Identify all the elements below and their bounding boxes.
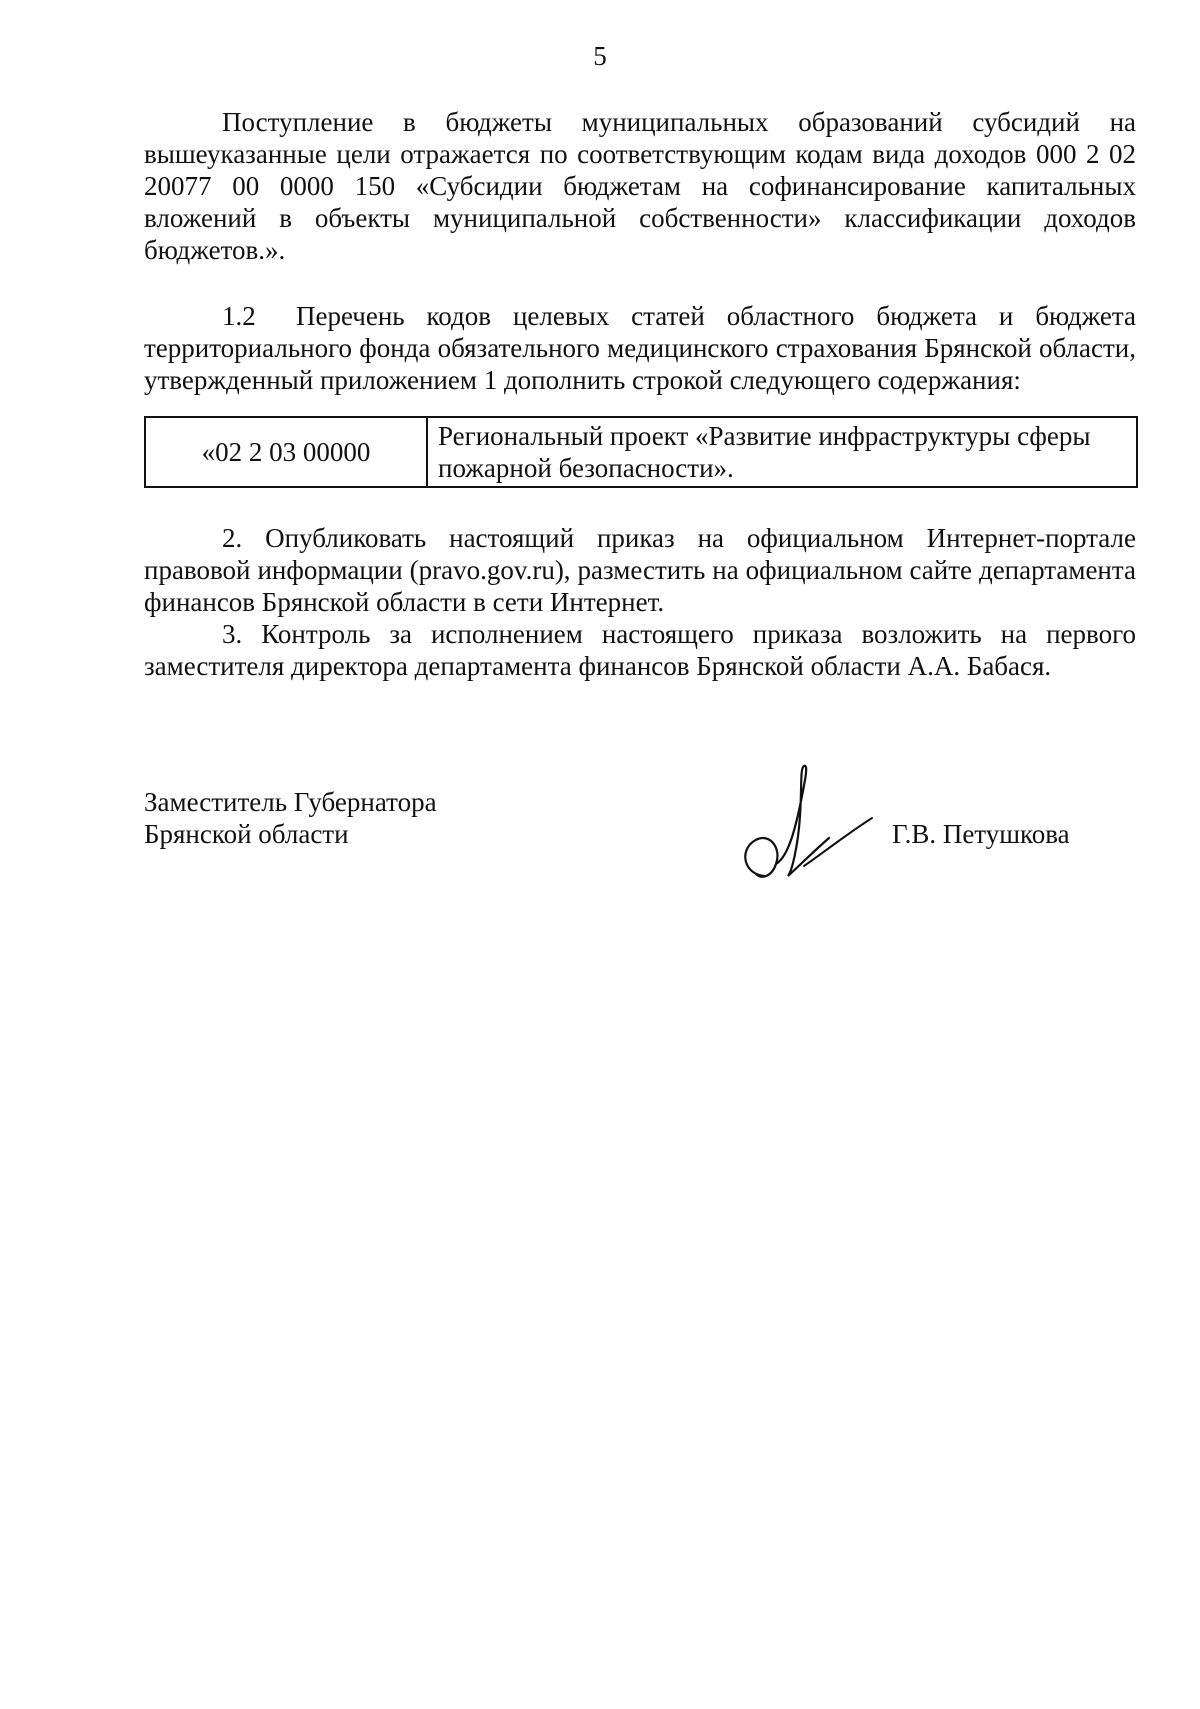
signature-block <box>144 786 1094 906</box>
item-number: 1.2 <box>222 301 256 331</box>
table-row <box>145 417 1137 487</box>
target-codes-table <box>144 416 1138 488</box>
page-number: 5 <box>593 41 607 71</box>
paragraph-target-codes-text: Перечень кодов целевых статей областного бюджета и бюджета территориального фонда обязательного медицинского страхования Брянской области, утвержденный приложением 1 дополнить строкой следующего содержания: <box>144 301 1136 395</box>
signatory-position-line1: Заместитель Губернатора <box>144 787 437 817</box>
signatory-name: Г.В. Петушкова <box>892 819 1070 849</box>
paragraph-publish: 2. Опубликовать настоящий приказ на официальном Интернет-портале правовой информации (pravo.gov.ru), разместить на официальном сайте департамента финансов Брянской области в сети Интернет. <box>144 523 1136 617</box>
signatory-position-line2: Брянской области <box>144 819 349 849</box>
table-cell-code: «02 2 03 00000 <box>145 417 427 487</box>
paragraph-revenue-codes: Поступление в бюджеты муниципальных образований субсидий на вышеуказанные цели отражается по соответствующим кодам вида доходов 000 2 02 20077 00 0000 150 «Субсидии бюджетам на софинансирование капитальных вложений в объекты муниципальной собственности» классификации доходов бюджетов.». <box>144 107 1136 265</box>
table-cell-name: Региональный проект «Развитие инфраструктуры сферы пожарной безопасности». <box>427 417 1137 487</box>
handwritten-signature <box>704 756 884 916</box>
paragraph-control: 3. Контроль за исполнением настоящего приказа возложить на первого заместителя директора департамента финансов Брянской области А.А. Бабася. <box>144 619 1136 681</box>
document-body <box>144 106 1136 682</box>
signatory-position <box>144 786 564 850</box>
paragraph-target-codes <box>144 300 1136 396</box>
